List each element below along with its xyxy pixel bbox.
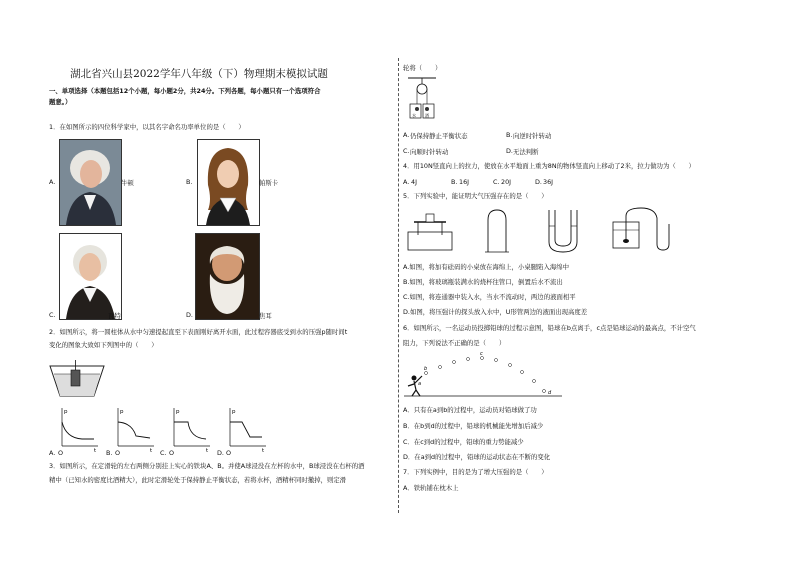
q4-option-b-letter: B. xyxy=(451,178,458,186)
q6-option-d: D．在a到d的过程中，铅球的运动状态在不断的变化 xyxy=(403,453,551,461)
q6-point-c: c xyxy=(480,351,483,357)
q2-graph-b-ylabel: p xyxy=(120,409,124,415)
q4-option-a-text: 4J xyxy=(411,178,417,186)
q6-point-d: d xyxy=(548,390,552,396)
q3-diagram-alcohol-label: 酒 xyxy=(425,113,429,118)
q3-option-d-text: 无法判断 xyxy=(513,148,539,156)
q3-stem-line1: 3．如图所示，在定滑轮的左右两侧分别挂上实心的铁块A、B。并使A球浸没在左杯的水中，B球浸没在右杯的酒 xyxy=(49,462,365,470)
q2-stem-line1: 2．如图所示，将一圆柱体从水中匀速提起直至下表面刚好离开水面，此过程容器底受到水的压强p随时间t xyxy=(49,328,348,336)
q1-option-d-letter: D. xyxy=(186,311,193,319)
q2-option-b: B. xyxy=(106,449,113,457)
q3-option-c-letter: C. xyxy=(403,147,410,155)
q2-graph-a-origin: O xyxy=(58,449,64,457)
q3-stem-line3: 轮将（ ） xyxy=(403,64,442,72)
q4-option-d-text: 36J xyxy=(543,178,554,186)
q1-option-d-name: 焦耳 xyxy=(259,312,272,320)
q2-container-diagram xyxy=(48,360,108,400)
q6-stem-line2: 阻力，下列说法不正确的是（ ） xyxy=(403,339,506,347)
q2-graph-d-origin: O xyxy=(226,449,232,457)
q5-option-d: D.如图，将压强计的探头放入水中，U形管两边的液面出现高度差 xyxy=(403,308,588,316)
q3-option-b-text: 向逆时针转动 xyxy=(513,132,552,140)
q5-option-c: C.如图，将连通器中装入水，当水不流动时，两边的液面相平 xyxy=(403,293,576,301)
q2-graph-a xyxy=(56,406,100,452)
q2-graph-c-origin: O xyxy=(169,449,175,457)
q1-option-c-name: 瓦特 xyxy=(108,312,121,320)
q1-stem: 1．在如图所示的四位科学家中，以其名字命名功率单位的是（ ） xyxy=(49,123,245,131)
page-divider xyxy=(398,58,399,513)
q2-option-a: A. xyxy=(49,449,56,457)
q6-shot-put-diagram xyxy=(404,352,564,400)
q3-option-a-text: 仍保持静止平衡状态 xyxy=(410,132,468,140)
q5-diagram-a-table-sponge xyxy=(406,210,454,252)
q6-point-b: b xyxy=(424,366,428,372)
q2-stem-line2: 变化的图象大致如下列图中的（ ） xyxy=(49,341,158,349)
q3-stem-line2: 精中（已知水的密度比酒精大），此时定滑轮处于保持静止平衡状态，若将水杯，酒精杯同时撤掉，则定滑 xyxy=(49,476,347,484)
q3-option-d-letter: D. xyxy=(506,147,513,155)
q4-option-c-text: 20J xyxy=(501,178,512,186)
q5-option-b: B.如图，将玻璃瓶装满水的烧杯往管口，倒置后水不流出 xyxy=(403,278,563,286)
q2-graph-a-xlabel: t xyxy=(94,448,97,454)
q4-stem: 4．用10N竖直向上的拉力，使放在水平地面上重为8N的物体竖直向上移动了2米，拉力做功为（ ） xyxy=(403,162,695,170)
q2-graph-d-ylabel: p xyxy=(232,409,236,415)
q2-graph-c xyxy=(168,406,212,452)
q2-graph-b-origin: O xyxy=(115,449,121,457)
q6-option-a: A．只有在a到b的过程中，运动员对铅球做了功 xyxy=(403,406,537,414)
q3-option-b-letter: B. xyxy=(506,131,513,139)
q2-graph-a-ylabel: p xyxy=(64,409,68,415)
q2-graph-c-ylabel: p xyxy=(176,409,180,415)
q2-graph-c-xlabel: t xyxy=(206,448,209,454)
q5-option-a: A.如图，将加有砝码的小桌放在海绵上，小桌腿陷入海绵中 xyxy=(403,263,570,271)
q2-option-c: C. xyxy=(160,449,167,457)
q2-option-d: D. xyxy=(217,449,224,457)
q4-option-d-letter: D. xyxy=(535,178,542,186)
q3-option-a-letter: A. xyxy=(403,131,410,139)
q1-option-b-name: 帕斯卡 xyxy=(259,179,279,187)
q5-diagram-c-connector xyxy=(546,208,580,254)
q7-stem: 7．下列实例中，目的是为了增大压强的是（ ） xyxy=(403,468,548,476)
q1-option-c-letter: C. xyxy=(49,311,56,319)
q2-graph-b xyxy=(112,406,156,452)
q6-stem-line1: 6．如图所示，一名运动员投掷铅球的过程示意图，铅球在b点离手，c点是铅球运动的最高点，不计空气 xyxy=(403,324,696,332)
q4-option-c-letter: C. xyxy=(493,178,500,186)
q2-graph-d-xlabel: t xyxy=(262,448,265,454)
q6-option-c: C．在c到d的过程中，铅球的重力势能减少 xyxy=(403,438,524,446)
q1-option-a-name: 牛顿 xyxy=(121,179,134,187)
section-heading-cont: 题意。） xyxy=(49,98,72,106)
q3-pulley-diagram xyxy=(406,76,438,124)
q4-option-b-text: 16J xyxy=(459,178,470,186)
q6-point-a: a xyxy=(418,381,422,387)
portrait-pascal xyxy=(197,139,260,226)
q3-diagram-water-label: 水 xyxy=(412,113,416,118)
q7-option-a: A．铁轨铺在枕木上 xyxy=(403,484,459,492)
q5-diagram-d-pressure-gauge xyxy=(611,206,679,252)
q5-diagram-b-tube xyxy=(483,208,513,254)
portrait-watt xyxy=(59,233,122,320)
q1-option-b-letter: B. xyxy=(186,178,193,186)
section-heading: 一、单项选择（本题包括12个小题，每小题2分，共24分。下列各题，每小题只有一个选项符合 xyxy=(49,87,321,95)
q6-option-b: B．在b到d的过程中，铅球的机械能先增加后减少 xyxy=(403,422,544,430)
q3-option-c-text: 向顺时针转动 xyxy=(410,148,449,156)
q2-graph-d xyxy=(224,406,268,452)
q2-graph-b-xlabel: t xyxy=(150,448,153,454)
q1-option-a-letter: A. xyxy=(49,178,56,186)
page-title: 湖北省兴山县2022学年八年级（下）物理期末模拟试题 xyxy=(70,68,328,80)
q5-stem: 5．下列实验中，能证明大气压强存在的是（ ） xyxy=(403,192,548,200)
portrait-joule xyxy=(195,233,260,320)
q4-option-a-letter: A. xyxy=(403,178,410,186)
portrait-newton xyxy=(59,139,122,226)
